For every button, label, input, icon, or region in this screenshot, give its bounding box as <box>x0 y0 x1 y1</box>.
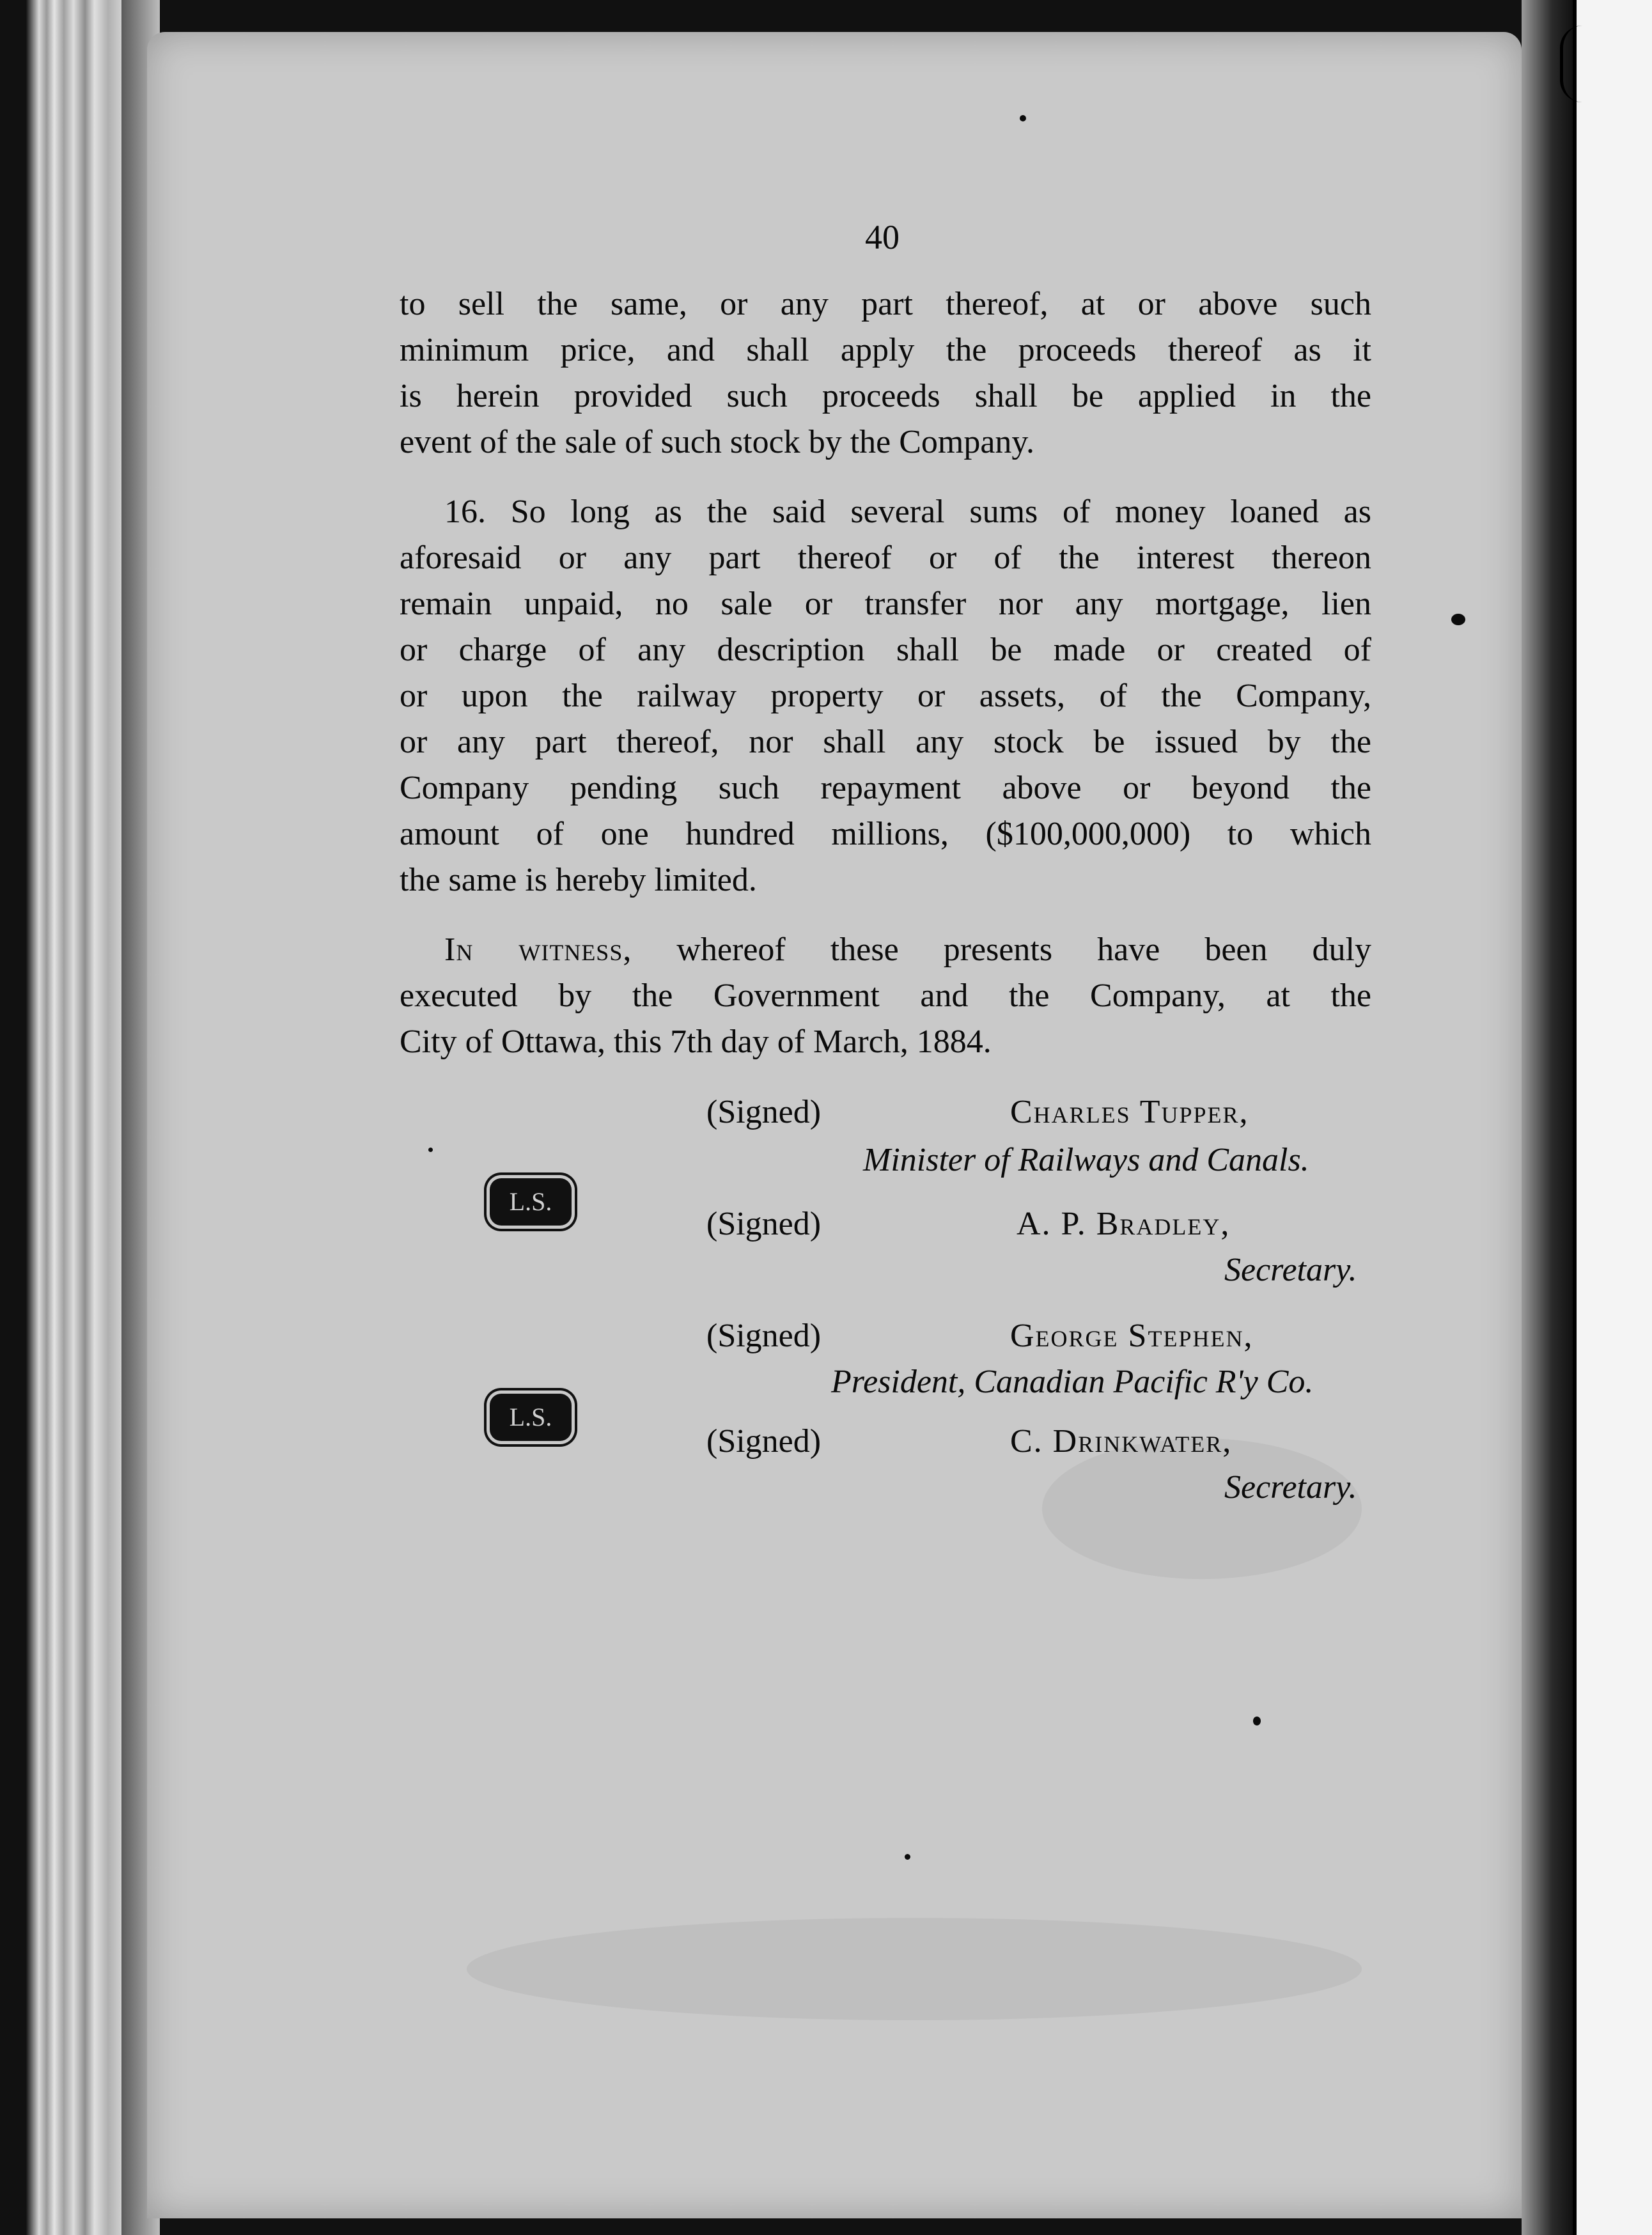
signatory-name: A. P. Bradley, <box>1017 1206 1231 1242</box>
text-line: executed by the Government and the Company, at the <box>400 977 1371 1014</box>
text-line: In witness, whereof these presents have been duly <box>444 931 1371 968</box>
seal-locus-sigilli: L.S. <box>490 1394 572 1441</box>
scan-speck <box>905 1854 910 1860</box>
signatory-name: Charles Tupper, <box>1010 1094 1249 1130</box>
signed-label: (Signed) <box>706 1206 822 1242</box>
signatory-title: Minister of Railways and Canals. <box>863 1142 1309 1178</box>
book-edge-left <box>26 0 121 2235</box>
witness-paragraph <box>400 927 1371 1065</box>
text-line: amount of one hundred millions, ($100,000,000) to which <box>400 816 1371 852</box>
facing-page-mark <box>1560 26 1582 102</box>
signed-label: (Signed) <box>706 1423 822 1460</box>
signatory-title: Secretary. <box>1224 1252 1357 1288</box>
text-line: or any part thereof, nor shall any stock be issued by the <box>400 724 1371 760</box>
text-line: Company pending such repayment above or beyond the <box>400 770 1371 806</box>
signatory-title: Secretary. <box>1224 1469 1357 1506</box>
text-line: City of Ottawa, this 7th day of March, 1884. <box>400 1024 992 1060</box>
scan-speck <box>428 1148 433 1152</box>
seal-locus-sigilli: L.S. <box>490 1178 572 1226</box>
text-line: event of the sale of such stock by the Company. <box>400 424 1035 460</box>
text-line: or charge of any description shall be made or created of <box>400 632 1371 668</box>
signed-label: (Signed) <box>706 1094 822 1130</box>
paragraph-continuation <box>400 281 1371 465</box>
signatory-name: C. Drinkwater, <box>1010 1423 1233 1460</box>
book-spine <box>1522 0 1573 2235</box>
text-line: aforesaid or any part thereof or of the interest thereon <box>400 540 1371 576</box>
paper-stain <box>467 1918 1362 2020</box>
text-line: or upon the railway property or assets, of the Company, <box>400 678 1371 714</box>
scan-speck <box>1253 1717 1261 1725</box>
text-line: remain unpaid, no sale or transfer nor any mortgage, lien <box>400 586 1371 622</box>
text-line: the same is hereby limited. <box>400 862 757 898</box>
signatory-name: George Stephen, <box>1010 1318 1254 1354</box>
text-line: minimum price, and shall apply the proceeds thereof as it <box>400 332 1371 368</box>
scan-speck <box>1451 614 1465 625</box>
text-line: is herein provided such proceeds shall be applied in the <box>400 378 1371 414</box>
text-line: to sell the same, or any part thereof, at or above such <box>400 286 1371 322</box>
signatory-title: President, Canadian Pacific R'y Co. <box>831 1364 1314 1400</box>
facing-page-edge <box>1573 0 1652 2235</box>
clause-16-paragraph <box>400 489 1371 903</box>
in-witness-smallcaps: In witness, <box>444 931 632 968</box>
page-number: 40 <box>865 218 900 256</box>
text-line: 16. So long as the said several sums of money loaned as <box>444 494 1371 530</box>
scan-speck <box>1020 115 1026 121</box>
signed-label: (Signed) <box>706 1318 822 1354</box>
